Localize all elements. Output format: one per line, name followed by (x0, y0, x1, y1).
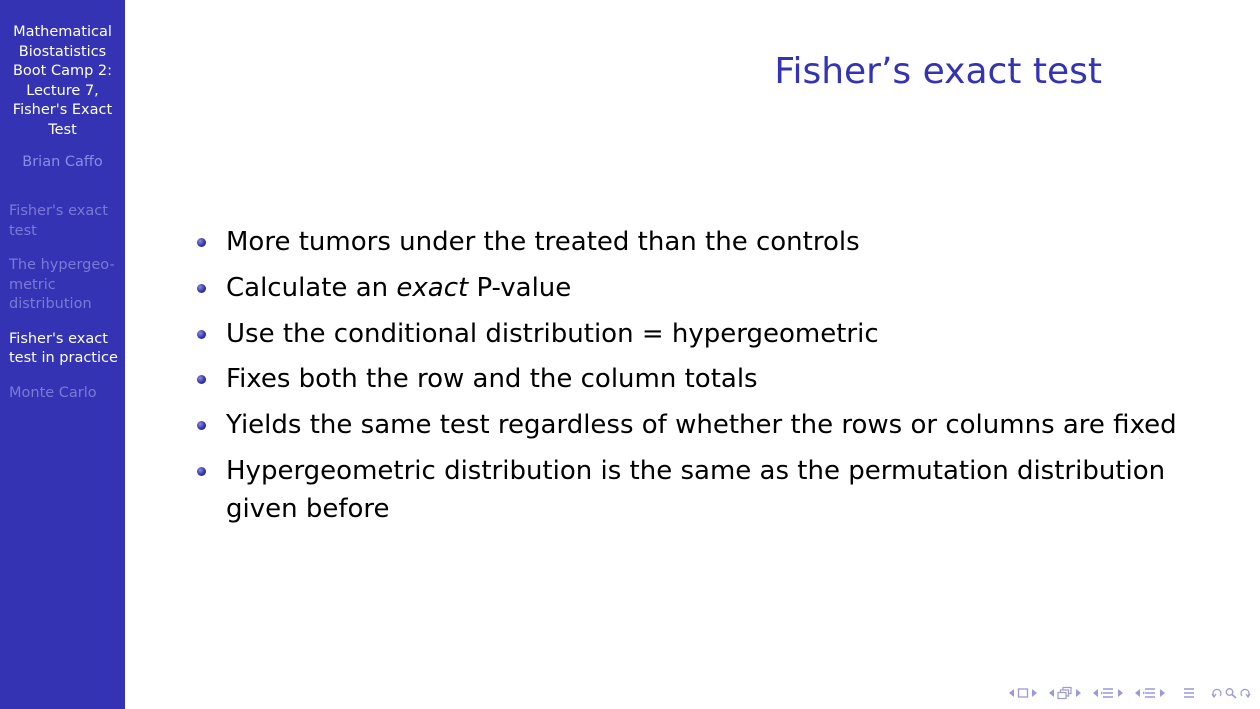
bullet-icon (197, 375, 206, 384)
nav-back-arrow-icon[interactable] (1006, 687, 1016, 699)
nav-document-icon[interactable] (1182, 687, 1196, 699)
sidebar-talk-title[interactable]: Mathematical Biostatistics Boot Camp 2: Lecture 7, Fisher's Exact Test (12, 24, 113, 138)
bullet-item (195, 406, 1225, 444)
sidebar-section-nav (9, 202, 123, 418)
bullet-item (195, 223, 1225, 261)
sidebar-item-monte-carlo[interactable]: Monte Carlo (9, 384, 97, 401)
bullet-icon (197, 421, 206, 430)
bullet-icon (197, 284, 206, 293)
nav-subsection-group (1046, 686, 1084, 700)
nav-redo-icon[interactable] (1238, 687, 1252, 699)
bullet-text-emphasis: exact (396, 272, 469, 303)
bullet-icon (197, 330, 206, 339)
nav-back-arrow-icon[interactable] (1090, 687, 1100, 699)
nav-frame-icon[interactable] (1016, 687, 1030, 699)
bullet-text-pre: Calculate an (226, 272, 397, 303)
bullet-text: Fixes both the row and the column totals (226, 364, 758, 395)
nav-forward-arrow-icon[interactable] (1116, 687, 1126, 699)
sidebar (0, 0, 125, 709)
beamer-navigation-bar (1000, 684, 1252, 702)
nav-search-group (1210, 687, 1252, 699)
bullet-list (195, 223, 1225, 536)
frame-title: Fisher’s exact test (774, 51, 1102, 92)
nav-forward-arrow-icon[interactable] (1030, 687, 1040, 699)
bullet-item (195, 360, 1225, 398)
nav-section-group (1090, 687, 1126, 699)
nav-search-icon[interactable] (1224, 687, 1238, 699)
sidebar-item-fishers-exact-test-in-practice[interactable]: Fisher's exact test in practice (9, 330, 118, 366)
nav-undo-icon[interactable] (1210, 687, 1224, 699)
bullet-icon (197, 467, 206, 476)
nav-forward-arrow-icon[interactable] (1074, 687, 1084, 699)
nav-back-arrow-icon[interactable] (1132, 687, 1142, 699)
nav-subsubsection-group (1132, 687, 1168, 699)
bullet-text: Hypergeometric distribution is the same as the permutation distribution given before (226, 455, 1166, 524)
bullet-icon (197, 238, 206, 247)
sidebar-author[interactable]: Brian Caffo (22, 154, 103, 170)
nav-subsection-icon[interactable] (1056, 686, 1074, 700)
nav-forward-arrow-icon[interactable] (1158, 687, 1168, 699)
bullet-item (195, 452, 1225, 528)
bullet-text-post: P-value (468, 272, 572, 303)
bullet-text: More tumors under the treated than the controls (226, 227, 860, 257)
nav-frame-group (1006, 687, 1040, 699)
bullet-text: Yields the same test regardless of whether the rows or columns are fixed (226, 410, 1177, 441)
sidebar-item-hypergeometric-distribution[interactable]: The hypergeo-metric distribution (9, 257, 115, 312)
nav-back-arrow-icon[interactable] (1046, 687, 1056, 699)
bullet-item (195, 269, 1225, 307)
nav-section-icon[interactable] (1142, 687, 1158, 699)
sidebar-item-fishers-exact-test[interactable]: Fisher's exact test (9, 203, 108, 239)
bullet-text: Use the conditional distribution = hypergeometric (226, 318, 879, 349)
bullet-item (195, 315, 1225, 353)
nav-document-group (1182, 687, 1196, 699)
nav-section-icon[interactable] (1100, 687, 1116, 699)
